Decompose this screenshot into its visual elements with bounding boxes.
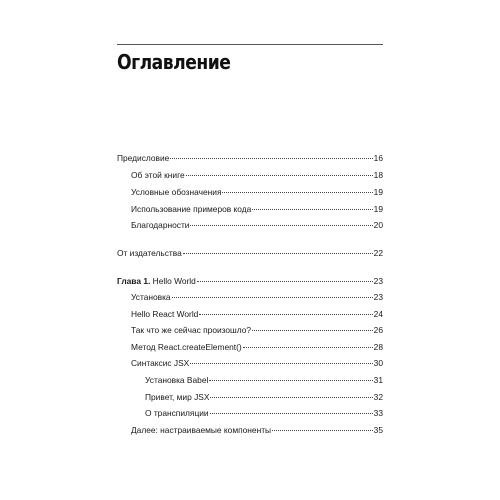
toc-entry-text: Hello World	[150, 276, 196, 286]
toc-leader-dots	[222, 192, 372, 193]
toc-page-number: 28	[373, 342, 383, 352]
toc-entry-text: Установка Babel	[145, 375, 209, 385]
toc-leader-dots	[243, 347, 373, 348]
toc-entry-label	[117, 153, 169, 164]
toc-entry-text: Так что же сейчас произошло?	[131, 325, 252, 335]
toc-entry[interactable]	[117, 153, 383, 164]
toc-page-number: 35	[373, 425, 383, 435]
toc-entry[interactable]	[131, 425, 383, 436]
toc-page-number: 23	[373, 292, 383, 302]
toc-entry[interactable]	[131, 342, 383, 353]
toc-chapter-entry[interactable]	[117, 276, 383, 287]
toc-entry[interactable]	[145, 392, 383, 403]
toc-entry-text: Hello React World	[131, 309, 199, 319]
toc-leader-dots	[197, 281, 373, 282]
toc-page-number: 19	[373, 187, 383, 197]
toc-leader-dots	[199, 314, 372, 315]
toc-entry-text: Условные обозначения	[131, 187, 222, 197]
toc-page-number: 26	[373, 325, 383, 335]
toc-entry[interactable]	[145, 408, 383, 419]
toc-entry[interactable]	[131, 204, 383, 215]
toc-leader-dots	[210, 397, 372, 398]
toc-entry[interactable]	[131, 187, 383, 198]
toc-entry[interactable]	[131, 220, 383, 231]
toc-entry-text: Предисловие	[117, 153, 170, 163]
toc-entry[interactable]	[145, 375, 383, 386]
toc-entry-label	[131, 204, 251, 215]
toc-page-number: 20	[373, 220, 383, 230]
toc-page-number: 18	[373, 170, 383, 180]
toc-page-number: 24	[373, 309, 383, 319]
toc-entry[interactable]	[117, 248, 383, 259]
toc-entry-text: Далее: настраиваемые компоненты	[131, 425, 272, 435]
toc-entry-text: Синтаксис JSX	[131, 358, 190, 368]
toc-entry[interactable]	[131, 358, 383, 369]
toc-leader-dots	[170, 158, 372, 159]
toc-page-number: 19	[373, 204, 383, 214]
toc-leader-dots	[183, 253, 373, 254]
toc-leader-dots	[190, 363, 372, 364]
toc-page-number: 31	[373, 375, 383, 385]
toc-entry-label	[131, 170, 185, 181]
toc-entry-text: О транспиляции	[145, 408, 209, 418]
toc-leader-dots	[210, 413, 373, 414]
toc-entry-label	[145, 392, 209, 403]
toc-entry-label	[131, 325, 251, 336]
toc-leader-dots	[172, 297, 373, 298]
toc-entry-text: От издательства	[117, 248, 182, 258]
toc-leader-dots	[209, 380, 372, 381]
toc-entry-text: Метод React.createElement()	[131, 342, 242, 352]
toc-entry[interactable]	[131, 170, 383, 181]
toc-page-number: 23	[373, 276, 383, 286]
toc-entry[interactable]	[131, 309, 383, 320]
toc-page-number: 16	[373, 153, 383, 163]
toc-entry[interactable]	[131, 292, 383, 303]
toc-leader-dots	[252, 330, 373, 331]
toc-entry-label	[131, 425, 271, 436]
toc-entry-label	[131, 358, 189, 369]
toc-entry-label	[131, 187, 221, 198]
toc-entry-text: Благодарности	[131, 220, 190, 230]
toc-page-number: 33	[373, 408, 383, 418]
toc-leader-dots	[252, 209, 372, 210]
toc-entry-label	[145, 408, 209, 419]
toc-page-number: 30	[373, 358, 383, 368]
toc-entry-label	[145, 375, 208, 386]
toc-entry-label	[131, 292, 171, 303]
toc-leader-dots	[186, 175, 373, 176]
toc-entry-label	[117, 248, 182, 259]
toc-page-number: 22	[373, 248, 383, 258]
toc-entry-text: Об этой книге	[131, 170, 185, 180]
toc-entry-text: Привет, мир JSX	[145, 392, 210, 402]
toc-entry-label	[131, 309, 198, 320]
toc-entry-label	[131, 220, 189, 231]
page-title: Оглавление	[117, 50, 231, 74]
toc-entry-text: Установка	[131, 292, 171, 302]
toc-entry-label	[117, 276, 196, 287]
toc-entry-label	[131, 342, 242, 353]
toc-leader-dots	[272, 430, 373, 431]
toc-page-number: 32	[373, 392, 383, 402]
toc-entry[interactable]	[131, 325, 383, 336]
toc-chapter-prefix: Глава 1.	[117, 276, 151, 286]
toc-entry-text: Использование примеров кода	[131, 204, 252, 214]
toc-leader-dots	[190, 225, 372, 226]
